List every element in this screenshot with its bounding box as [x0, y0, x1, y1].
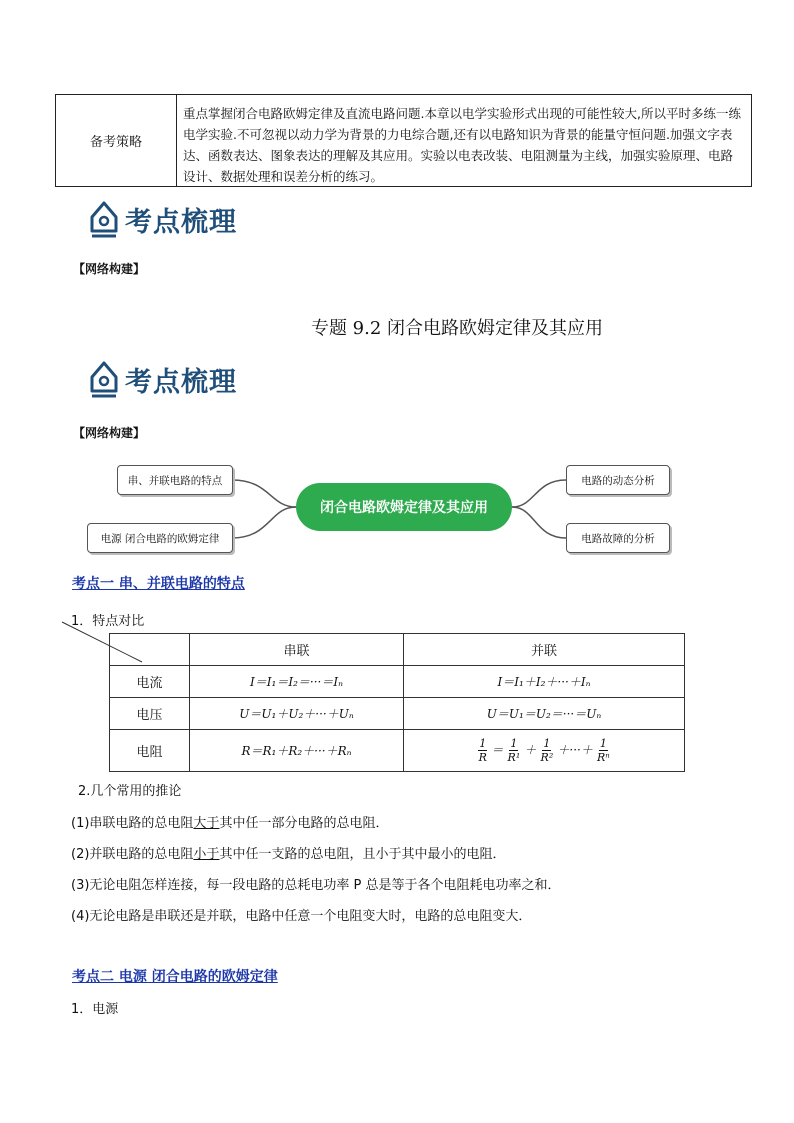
- section-title: 考点梳理: [125, 367, 237, 398]
- denominator: R¹: [507, 751, 521, 764]
- series-formula: I＝I₁＝I₂＝···＝Iₙ: [190, 666, 404, 698]
- section-title: 考点梳理: [125, 207, 237, 238]
- fraction: [541, 737, 554, 764]
- node-dynamic-analysis: 电路的动态分析: [566, 465, 670, 495]
- parallel-formula: U＝U₁＝U₂＝···＝Uₙ: [404, 698, 685, 730]
- pen-nib-icon: [89, 201, 119, 239]
- inference-3: (3)无论电阻怎样连接，每一段电路的总耗电功率 P 总是等于各个电阻耗电功率之和．: [71, 878, 561, 893]
- topic-title: 专题 9.2 闭合电路欧姆定律及其应用: [310, 318, 604, 339]
- parallel-formula: $\frac{1}{R}$ ＝ $\frac{1}{\text{R¹}}$ ＋ $\frac{1}{\text{R²}}$ ＋···＋ $\frac{1}{\text{Rⁿ}}$: [404, 730, 685, 772]
- parallel-formula: I＝I₁＋I₂＋···＋Iₙ: [404, 666, 685, 698]
- table-header-row: [110, 634, 685, 666]
- network-label: 【网络构建】: [73, 262, 146, 276]
- item-power-source: 1．电源: [71, 1002, 119, 1017]
- inference-1: (1)串联电路的总电阻大于其中任一部分电路的总电阻．: [71, 816, 389, 831]
- fraction: [597, 737, 610, 764]
- node-series-parallel: 串、并联电路的特点: [117, 465, 233, 495]
- strategy-table: [55, 94, 752, 187]
- numerator: 1: [543, 737, 551, 750]
- series-formula: R＝R₁＋R₂＋···＋Rₙ: [190, 730, 404, 772]
- table-row: [110, 666, 685, 698]
- kp2-title: 考点二 电源 闭合电路的欧姆定律: [72, 969, 278, 985]
- header-cell: 串联: [190, 634, 404, 666]
- row-label: 电流: [110, 666, 190, 698]
- strategy-text: 重点掌握闭合电路欧姆定律及直流电路问题.本章以电学实验形式出现的可能性较大,所以平时多练一练电学实验.不可忽视以动力学为背景的力电综合题,还有以电路知识为背景的能量守恒问题.加强文字表达、函数表达、图象表达的理解及其应用。实验以电表改装、电阻测量为主线，加强实验原理、电路设计、数据处理和误差分析的练习。: [183, 106, 741, 184]
- inference-2: (2)并联电路的总电阻小于其中任一支路的总电阻，且小于其中最小的电阻．: [71, 847, 506, 862]
- table-row: [110, 698, 685, 730]
- inference-4: (4)无论电路是串联还是并联，电路中任意一个电阻变大时，电路的总电阻变大．: [71, 909, 532, 924]
- pen-nib-icon: [89, 361, 119, 399]
- item-inferences: 2.几个常用的推论: [78, 784, 182, 799]
- header-cell: [110, 634, 190, 666]
- series-formula: U＝U₁＋U₂＋···＋Uₙ: [190, 698, 404, 730]
- fraction: [478, 737, 487, 764]
- kp1-title: 考点一 串、并联电路的特点: [72, 576, 245, 592]
- row-label: 电阻: [110, 730, 190, 772]
- compare-table: [109, 633, 685, 772]
- fraction: [508, 737, 521, 764]
- node-fault-analysis: 电路故障的分析: [566, 523, 670, 553]
- table-row: [110, 730, 685, 772]
- numerator: 1: [599, 737, 607, 750]
- central-node: 闭合电路欧姆定律及其应用: [296, 483, 512, 531]
- denominator: R: [478, 751, 487, 764]
- network-label: 【网络构建】: [73, 426, 146, 440]
- strategy-label: 备考策略: [56, 95, 177, 186]
- header-cell: 并联: [404, 634, 685, 666]
- section-header-2: [89, 360, 237, 399]
- mind-map: [0, 455, 794, 565]
- denominator: Rⁿ: [596, 751, 610, 764]
- row-label: 电压: [110, 698, 190, 730]
- item-compare: 1．特点对比: [71, 614, 145, 629]
- numerator: 1: [510, 737, 518, 750]
- denominator: R²: [540, 751, 554, 764]
- node-power-ohm: 电源 闭合电路的欧姆定律: [87, 523, 233, 553]
- numerator: 1: [479, 737, 487, 750]
- section-header-1: [89, 200, 237, 239]
